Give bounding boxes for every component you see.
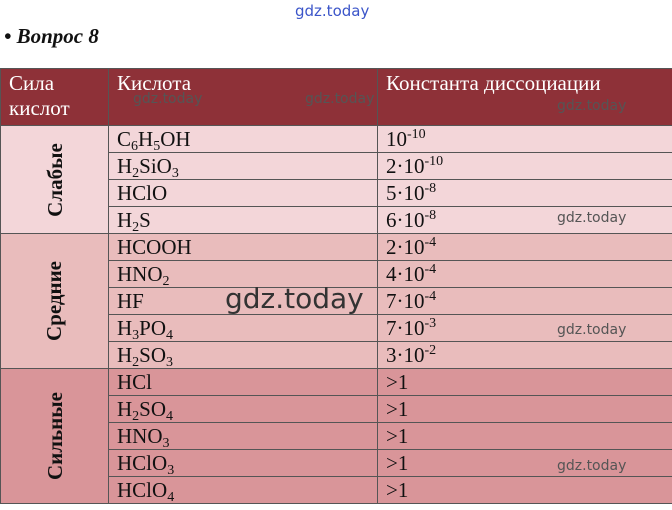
formula-sub: 5 bbox=[153, 139, 161, 153]
constant-cell bbox=[378, 180, 672, 207]
formula-text: PO bbox=[139, 316, 167, 340]
watermark-large: gdz.today bbox=[225, 282, 364, 315]
formula-sup: -4 bbox=[424, 289, 437, 304]
formula-text: >1 bbox=[386, 451, 409, 475]
group-label-cell bbox=[1, 234, 109, 369]
question-heading: • Вопрос 8 bbox=[4, 24, 99, 48]
constant-cell bbox=[378, 261, 672, 288]
formula-text: 2·10 bbox=[386, 235, 425, 259]
formula-text: 7·10 bbox=[386, 316, 425, 340]
constant-cell bbox=[378, 423, 672, 450]
acid-cell bbox=[109, 153, 378, 180]
acid-cell bbox=[109, 396, 378, 423]
formula-sub: 2 bbox=[132, 409, 140, 423]
formula-sub: 2 bbox=[132, 220, 140, 234]
formula-sub: 3 bbox=[167, 463, 175, 477]
formula-text: OH bbox=[160, 127, 191, 151]
constant-cell bbox=[378, 234, 672, 261]
formula-text: 2·10 bbox=[386, 154, 425, 178]
formula-text: H bbox=[138, 127, 154, 151]
formula-sub: 2 bbox=[132, 166, 140, 180]
watermark: gdz.today bbox=[557, 98, 627, 114]
formula-sup: -2 bbox=[424, 343, 437, 358]
formula-text: S bbox=[139, 208, 151, 232]
formula-text: 7·10 bbox=[386, 289, 425, 313]
formula-sub: 2 bbox=[162, 274, 170, 288]
formula-sub: 3 bbox=[162, 436, 170, 450]
formula-text: SO bbox=[139, 397, 167, 421]
formula-text: H bbox=[117, 316, 133, 340]
formula-text: HClO bbox=[117, 451, 168, 475]
formula-sub: 4 bbox=[167, 490, 175, 504]
constant-cell bbox=[378, 207, 672, 234]
formula-text: 6·10 bbox=[386, 208, 425, 232]
formula-text: HNO bbox=[117, 262, 163, 286]
formula-sub: 3 bbox=[166, 355, 174, 369]
formula-text: H bbox=[117, 343, 133, 367]
formula-text: H bbox=[117, 397, 133, 421]
watermark: gdz.today bbox=[557, 458, 627, 474]
formula-text: >1 bbox=[386, 370, 409, 394]
constant-cell bbox=[378, 396, 672, 423]
formula-sub: 4 bbox=[166, 409, 174, 423]
constant-cell bbox=[378, 315, 672, 342]
formula-sub: 3 bbox=[171, 166, 179, 180]
formula-text: >1 bbox=[386, 424, 409, 448]
formula-text: 3·10 bbox=[386, 343, 425, 367]
group-label: Сильные bbox=[42, 392, 67, 480]
constant-cell bbox=[378, 477, 672, 504]
acid-cell bbox=[109, 234, 378, 261]
formula-text: C bbox=[117, 127, 132, 151]
constant-cell bbox=[378, 450, 672, 477]
formula-text: 10 bbox=[386, 127, 407, 151]
formula-sup: -10 bbox=[407, 127, 426, 142]
formula-text: >1 bbox=[386, 478, 409, 502]
formula-text: HCl bbox=[117, 370, 153, 394]
formula-text: H bbox=[117, 154, 133, 178]
acid-cell bbox=[109, 423, 378, 450]
formula-sup: -3 bbox=[424, 316, 437, 331]
formula-sub: 4 bbox=[166, 328, 174, 342]
group-label: Средние bbox=[42, 260, 67, 342]
table-row bbox=[1, 369, 672, 396]
acid-cell bbox=[109, 369, 378, 396]
acid-cell bbox=[109, 342, 378, 369]
watermark: gdz.today bbox=[305, 91, 375, 107]
formula-sub: 3 bbox=[132, 328, 140, 342]
header-constant: Константа диссоциации bbox=[378, 69, 672, 126]
watermark-top: gdz.today bbox=[295, 2, 370, 20]
acid-cell bbox=[109, 126, 378, 153]
formula-sup: -4 bbox=[424, 235, 437, 250]
group-label: Слабые bbox=[42, 142, 67, 217]
formula-text: SiO bbox=[139, 154, 172, 178]
constant-cell bbox=[378, 369, 672, 396]
group-label-cell bbox=[1, 126, 109, 234]
formula-sub: 6 bbox=[131, 139, 139, 153]
formula-sup: -10 bbox=[424, 154, 444, 169]
formula-sup: -8 bbox=[424, 208, 437, 223]
formula-text: H bbox=[117, 208, 133, 232]
formula-text: HNO bbox=[117, 424, 163, 448]
formula-text: HClO bbox=[117, 478, 168, 502]
formula-sup: -4 bbox=[424, 262, 437, 277]
formula-text: 5·10 bbox=[386, 181, 425, 205]
header-acid: Кислота bbox=[109, 69, 378, 126]
formula-text: HF bbox=[117, 289, 144, 313]
table-row bbox=[1, 234, 672, 261]
formula-text: >1 bbox=[386, 397, 409, 421]
group-label-cell bbox=[1, 369, 109, 504]
formula-text: 4·10 bbox=[386, 262, 425, 286]
watermark: gdz.today bbox=[557, 210, 627, 226]
formula-text: HCOOH bbox=[117, 235, 192, 259]
table-row bbox=[1, 126, 672, 153]
acid-cell bbox=[109, 180, 378, 207]
constant-cell bbox=[378, 126, 672, 153]
constant-cell bbox=[378, 288, 672, 315]
acid-cell bbox=[109, 207, 378, 234]
acid-cell bbox=[109, 450, 378, 477]
formula-sub: 2 bbox=[132, 355, 140, 369]
watermark: gdz.today bbox=[557, 322, 627, 338]
formula-sup: -8 bbox=[424, 181, 437, 196]
constant-cell bbox=[378, 342, 672, 369]
acid-cell bbox=[109, 315, 378, 342]
formula-text: SO bbox=[139, 343, 167, 367]
header-strength: Сила кислот bbox=[1, 69, 109, 126]
watermark: gdz.today bbox=[133, 91, 203, 107]
formula-text: HClO bbox=[117, 181, 168, 205]
constant-cell bbox=[378, 153, 672, 180]
acid-cell bbox=[109, 477, 378, 504]
